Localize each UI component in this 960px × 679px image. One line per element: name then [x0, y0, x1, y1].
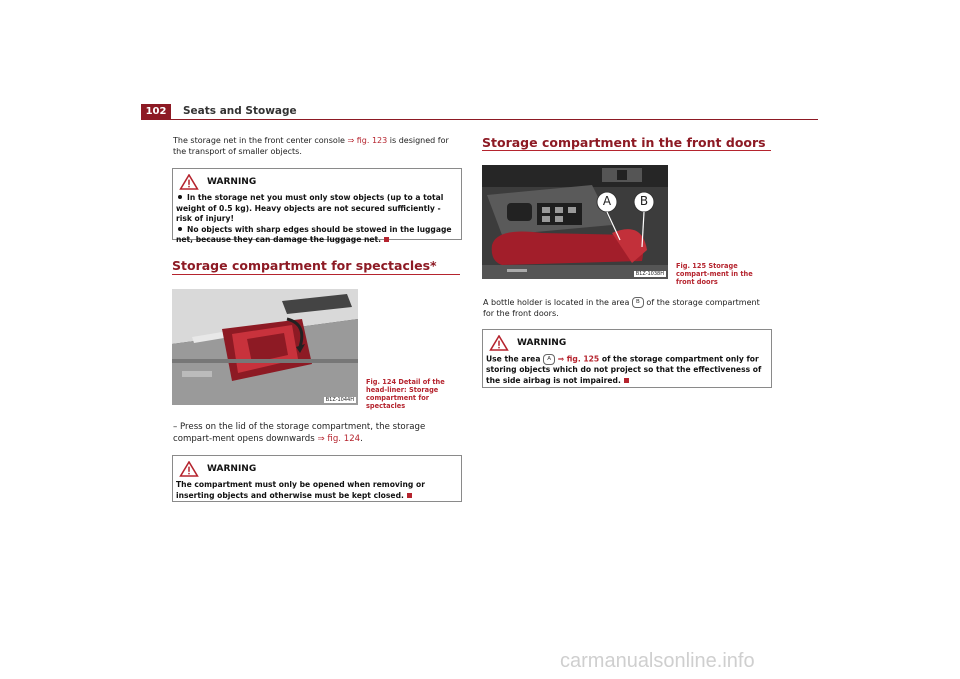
warning-title: WARNING [207, 464, 257, 474]
step-text: – Press on the lid of the storage compartment, the storage compart-ment opens downwards [173, 422, 426, 444]
bullet-icon [178, 195, 182, 199]
header-rule [141, 119, 818, 120]
instruction-step [173, 421, 463, 445]
warning-text-start: Use the area [486, 354, 544, 364]
end-of-section-icon [384, 237, 389, 242]
bottle-holder-paragraph [483, 297, 773, 319]
warning-header [173, 169, 461, 190]
figure-124-spectacles [172, 289, 358, 405]
warning-header [173, 456, 461, 477]
intro-text-end: is designed for the transport of smaller objects. [173, 136, 449, 156]
section-rule [482, 150, 771, 151]
warning-text-end: of the storage compartment only for storing objects which do not project so that the effectiveness of the side airbag is not impaired. [486, 354, 762, 385]
warning-text: The compartment must only be opened when removing or inserting objects and otherwise must be kept closed. [176, 480, 425, 500]
bullet-icon [178, 227, 182, 231]
area-b-badge: B [632, 297, 644, 308]
figure-125-door-compartment [482, 165, 668, 279]
page-number: 102 [141, 104, 171, 120]
step-text-end: . [360, 434, 363, 444]
warning-title: WARNING [517, 338, 567, 348]
headliner-illustration [172, 289, 358, 405]
end-of-section-icon [624, 378, 629, 383]
warning-body [483, 351, 771, 386]
callout-b-label: B [639, 194, 649, 208]
watermark: carmanualsonline.info [560, 650, 755, 672]
section-title-doors: Storage compartment in the front doors [482, 135, 766, 150]
warning-triangle-icon [179, 174, 199, 190]
fig-125-link[interactable]: ⇒ fig. 125 [557, 354, 600, 364]
warning-body [173, 477, 461, 501]
warning-triangle-icon [179, 461, 199, 477]
fig-123-link[interactable]: ⇒ fig. 123 [347, 136, 388, 145]
warning-bullet-2 [176, 225, 457, 246]
intro-text: The storage net in the front center console [173, 136, 348, 145]
callout-a-label: A [602, 194, 612, 208]
figure-code: B1Z-1044H [325, 397, 354, 403]
area-a-badge: A [543, 354, 555, 365]
warning-header [483, 330, 771, 351]
door-illustration [482, 165, 668, 279]
warning-box-doors [482, 329, 772, 388]
intro-paragraph [173, 135, 463, 157]
fig-124-link[interactable]: ⇒ fig. 124 [317, 434, 361, 444]
header-title: Seats and Stowage [183, 105, 297, 117]
warning-title: WARNING [207, 177, 257, 187]
warning-box-net [172, 168, 462, 244]
warning-triangle-icon [489, 335, 509, 351]
bottle-text-end: of the storage compartment for the front doors. [483, 298, 760, 318]
figure-124-caption: Fig. 124 Detail of the head-liner: Storage compartment for spectacles [366, 378, 445, 410]
warning-bullet-1 [176, 193, 457, 225]
figure-code: B1Z-1038H [635, 271, 664, 277]
bottle-text: A bottle holder is located in the area [483, 298, 632, 307]
section-title-spectacles: Storage compartment for spectacles* [172, 258, 437, 273]
warning-bullet-1-text: In the storage net you must only stow objects (up to a total weight of 0.5 kg). Heavy objects are not secured sufficiently - risk of injury! [176, 193, 444, 223]
warning-bullet-2-text: No objects with sharp edges should be stowed in the luggage net, because they can damage the luggage net. [176, 224, 452, 244]
figure-125-caption: Fig. 125 Storage compart-ment in the front doors [676, 262, 753, 286]
end-of-section-icon [407, 493, 412, 498]
warning-body [173, 190, 461, 246]
warning-box-compartment [172, 455, 462, 502]
section-rule [172, 274, 460, 275]
